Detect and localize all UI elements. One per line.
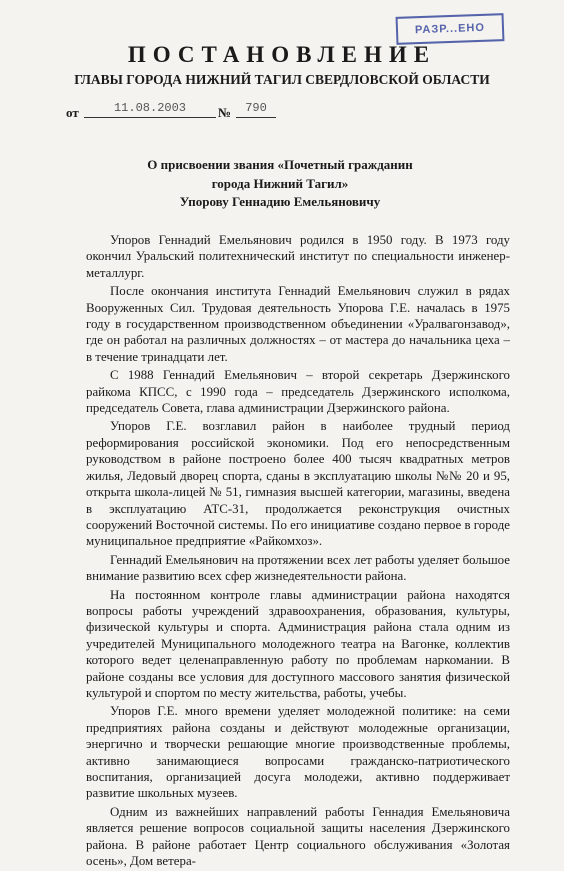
heading-line: О присвоении звания «Почетный гражданин <box>147 157 413 172</box>
from-label: от <box>66 105 79 120</box>
document-date: 11.08.2003 <box>84 101 216 118</box>
approval-stamp: РАЗР...ЕНО <box>396 13 505 45</box>
document-subtitle: ГЛАВЫ ГОРОДА НИЖНИЙ ТАГИЛ СВЕРДЛОВСКОЙ ОБЛАСТИ <box>74 72 490 87</box>
body-paragraph: Одним из важнейших направлений работы Геннадия Емельяновича является решение вопросов социальной защиты населения Дзержинского района. В районе работает Центр социального обслуживания «Золотая осень», Дом ветера- <box>86 804 510 869</box>
body-paragraph: Упоров Геннадий Емельянович родился в 1950 году. В 1973 году окончил Уральский политехнический институт по специальности инженер-металлург. <box>86 233 510 280</box>
body-paragraph: С 1988 Геннадий Емельянович – второй секретарь Дзержинского райкома КПСС, с 1990 года – председатель Дзержинского исполкома, председатель Совета, глава администрации Дзержинского района. <box>86 368 510 416</box>
body-paragraph: На постоянном контроле главы администрации района находятся вопросы работы учреждений здравоохранения, образования, культуры, физической культуры и спорта. Администрация района стала одним из учредителей Муниципального молодежного театра на Вагонке, коллектив которого ведет целенаправленную работу по проблемам наркомании. В районе созданы все условия для доступного массового занятия физической культурой и спортом по месту жительства, работы, учебы. <box>86 587 510 700</box>
heading-line: Упорову Геннадию Емельяновичу <box>179 194 381 209</box>
body-paragraph: Геннадий Емельянович на протяжении всех лет работы уделяет большое внимание развитию всех сфер жизнедеятельности района. <box>86 552 510 584</box>
body-paragraph: Упоров Г.Е. возглавил район в наиболее трудный период реформирования российской экономики. Под его непосредственным руководством в районе построено более 400 тысяч квадратных метров жилья, Ледовый дворец спорта, сданы в эксплуатацию школы №№ 20 и 95, открыта школа-лицей № 51, гимназия высшей категории, магазины, введена в эксплуатацию АТС-31, продолжается реконструкция очистных сооружений Восточной системы. По его инициативе создано первое в городе муниципальное предприятие «Райкомхоз». <box>86 419 510 549</box>
resolution-heading <box>100 156 460 212</box>
document-date-number-line <box>66 101 366 123</box>
heading-line: города Нижний Тагил» <box>211 175 349 191</box>
body-paragraph: Упоров Г.Е. много времени уделяет молодежной политике: на семи предприятиях района созданы и действуют молодежные организации, энергично и творчески решающие многие производственные проблемы, активно занимающиеся вопросами гражданско-патриотического воспитания, организацией досуга молодежи, активно поддерживает развитие школьных музеев. <box>86 704 510 801</box>
body-paragraph: После окончания института Геннадий Емельянович служил в рядах Вооруженных Сил. Трудовая деятельность Упорова Г.Е. началась в 1975 году в государственном производственном объединении «Уралвагонзавод», где он работал на различных должностях – от мастера до начальника цеха – в течение тринадцати лет. <box>86 284 510 364</box>
number-label: № <box>218 105 232 120</box>
document-body <box>86 232 510 871</box>
document-number: 790 <box>236 101 276 118</box>
document-title: ПОСТАНОВЛЕНИЕ <box>127 42 437 67</box>
